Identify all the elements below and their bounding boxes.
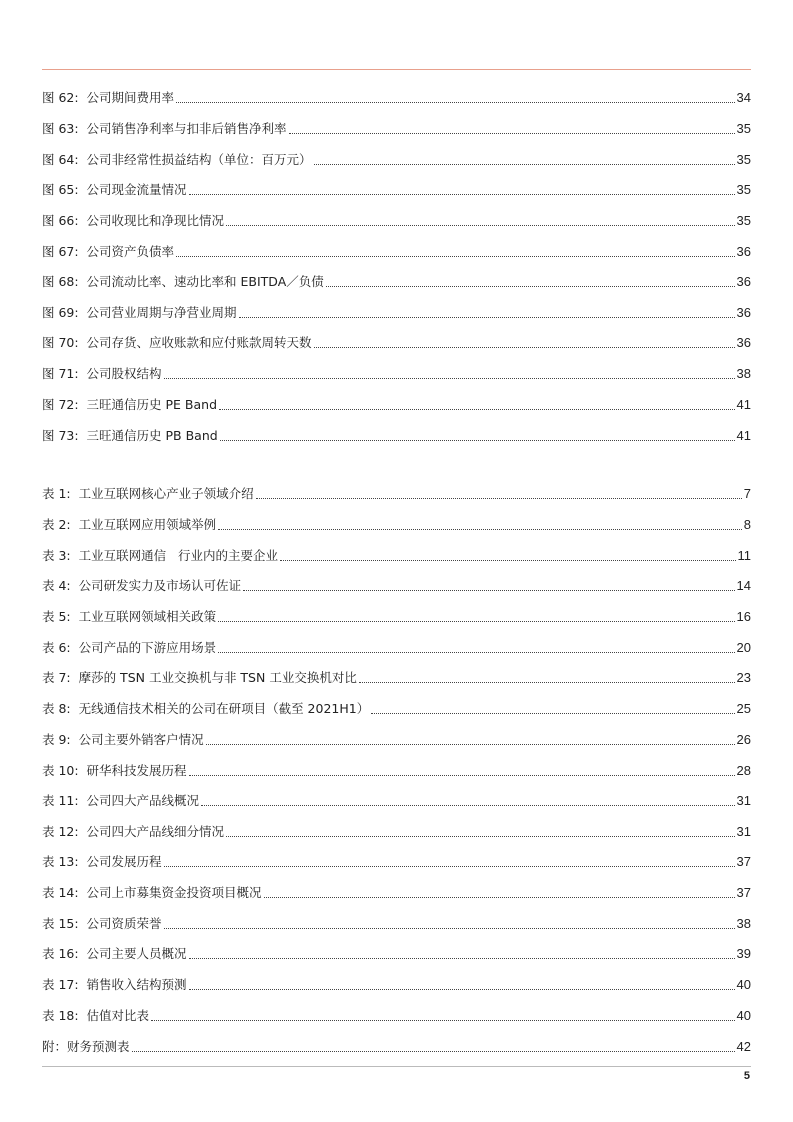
toc-entry-page: 41 — [736, 397, 751, 412]
dot-leader — [189, 989, 735, 990]
dot-leader — [189, 958, 735, 959]
toc-entry-table-18[interactable] — [42, 1004, 751, 1024]
dot-leader — [164, 866, 735, 867]
toc-entry-page: 35 — [736, 182, 751, 197]
toc-entry-label: 图 72: 三旺通信历史 PE Band — [42, 397, 218, 412]
toc-entry-table-14[interactable] — [42, 881, 751, 901]
toc-entry-label: 表 15: 公司资质荣誉 — [42, 916, 162, 931]
toc-entry-page: 34 — [736, 90, 751, 105]
toc-entry-figure-73[interactable] — [42, 424, 751, 444]
toc-entry-label: 图 65: 公司现金流量情况 — [42, 182, 187, 197]
dot-leader — [264, 897, 735, 898]
toc-entry-label: 图 64: 公司非经常性损益结构（单位：百万元） — [42, 152, 312, 167]
toc-entry-table-7[interactable] — [42, 666, 751, 686]
dot-leader — [189, 194, 735, 195]
dot-leader — [201, 805, 734, 806]
toc-entry-page: 42 — [736, 1039, 751, 1054]
page-number: 5 — [743, 1070, 750, 1082]
toc-entry-page: 37 — [736, 885, 751, 900]
dot-leader — [164, 378, 735, 379]
footer-rule — [42, 1066, 751, 1067]
dot-leader — [132, 1051, 735, 1052]
dot-leader — [280, 560, 735, 561]
dot-leader — [239, 317, 735, 318]
toc-entry-page: 25 — [736, 701, 751, 716]
toc-entry-table-3[interactable] — [42, 544, 751, 564]
dot-leader — [314, 347, 735, 348]
header-rule — [42, 69, 751, 70]
toc-entry-figure-64[interactable] — [42, 148, 751, 168]
dot-leader — [359, 682, 735, 683]
toc-entry-table-13[interactable] — [42, 850, 751, 870]
toc-entry-table-8[interactable] — [42, 697, 751, 717]
dot-leader — [226, 836, 734, 837]
dot-leader — [164, 928, 735, 929]
toc-entry-table-4[interactable] — [42, 574, 751, 594]
toc-entry-table-2[interactable] — [42, 513, 751, 533]
toc-entry-page: 14 — [736, 578, 751, 593]
toc-entry-label: 表 10: 研华科技发展历程 — [42, 763, 187, 778]
dot-leader — [206, 744, 735, 745]
toc-entry-page: 8 — [743, 517, 751, 532]
dot-leader — [151, 1020, 734, 1021]
toc-entry-label: 表 12: 公司四大产品线细分情况 — [42, 824, 225, 839]
toc-entry-label: 图 71: 公司股权结构 — [42, 366, 162, 381]
toc-entry-page: 26 — [736, 732, 751, 747]
dot-leader — [176, 256, 734, 257]
toc-entry-label: 表 14: 公司上市募集资金投资项目概况 — [42, 885, 262, 900]
toc-entry-label: 图 63: 公司销售净利率与扣非后销售净利率 — [42, 121, 287, 136]
toc-entry-label: 表 9: 公司主要外销客户情况 — [42, 732, 204, 747]
toc-entry-page: 11 — [737, 548, 751, 563]
toc-entry-page: 35 — [736, 213, 751, 228]
dot-leader — [218, 621, 734, 622]
toc-entry-label: 图 67: 公司资产负债率 — [42, 244, 175, 259]
toc-entry-page: 36 — [736, 305, 751, 320]
toc-entry-label: 表 5: 工业互联网领域相关政策 — [42, 609, 217, 624]
toc-entry-label: 表 3: 工业互联网通信 行业内的主要企业 — [42, 548, 279, 563]
toc-entry-label: 图 73: 三旺通信历史 PB Band — [42, 428, 218, 443]
toc-entry-page: 40 — [736, 1008, 751, 1023]
dot-leader — [326, 286, 735, 287]
toc-entry-table-15[interactable] — [42, 912, 751, 932]
dot-leader — [243, 590, 734, 591]
toc-entry-page: 38 — [736, 366, 751, 381]
dot-leader — [220, 440, 735, 441]
dot-leader — [289, 133, 735, 134]
toc-entry-label: 图 69: 公司营业周期与净营业周期 — [42, 305, 237, 320]
toc-entry-label: 表 11: 公司四大产品线概况 — [42, 793, 200, 808]
toc-entry-page: 39 — [736, 946, 751, 961]
toc-entry-label: 表 8: 无线通信技术相关的公司在研项目（截至 2021H1） — [42, 701, 370, 716]
toc-entry-page: 36 — [736, 244, 751, 259]
toc-entry-table-1[interactable] — [42, 482, 751, 502]
toc-entry-page: 38 — [736, 916, 751, 931]
toc-entry-label: 附：财务预测表 — [42, 1039, 130, 1054]
toc-entry-appendix[interactable] — [42, 1035, 751, 1055]
toc-entry-page: 35 — [736, 121, 751, 136]
toc-entry-page: 41 — [736, 428, 751, 443]
toc-entry-page: 31 — [736, 793, 751, 808]
toc-entry-label: 表 6: 公司产品的下游应用场景 — [42, 640, 217, 655]
toc-entry-label: 表 1: 工业互联网核心产业子领域介绍 — [42, 486, 254, 501]
toc-entry-figure-62[interactable] — [42, 86, 751, 106]
toc-entry-page: 36 — [736, 335, 751, 350]
dot-leader — [189, 775, 735, 776]
toc-entry-page: 20 — [736, 640, 751, 655]
toc-entry-figure-70[interactable] — [42, 331, 751, 351]
toc-entry-label: 表 16: 公司主要人员概况 — [42, 946, 187, 961]
toc-entry-page: 40 — [736, 977, 751, 992]
toc-entry-table-10[interactable] — [42, 759, 751, 779]
dot-leader — [218, 529, 742, 530]
toc-entry-page: 28 — [736, 763, 751, 778]
dot-leader — [219, 409, 735, 410]
toc-entry-figure-69[interactable] — [42, 301, 751, 321]
toc-entry-table-12[interactable] — [42, 820, 751, 840]
toc-entry-figure-66[interactable] — [42, 209, 751, 229]
toc-entry-page: 23 — [736, 670, 751, 685]
toc-entry-page: 7 — [743, 486, 751, 501]
toc-entry-figure-67[interactable] — [42, 240, 751, 260]
toc-entry-label: 图 68: 公司流动比率、速动比率和 EBITDA／负债 — [42, 274, 324, 289]
toc-entry-label: 表 13: 公司发展历程 — [42, 854, 162, 869]
toc-entry-label: 表 17: 销售收入结构预测 — [42, 977, 187, 992]
toc-entry-label: 表 4: 公司研发实力及市场认可佐证 — [42, 578, 242, 593]
toc-entry-page: 37 — [736, 854, 751, 869]
toc-entry-table-16[interactable] — [42, 942, 751, 962]
toc-entry-label: 表 18: 估值对比表 — [42, 1008, 150, 1023]
toc-entry-label: 图 70: 公司存货、应收账款和应付账款周转天数 — [42, 335, 312, 350]
dot-leader — [226, 225, 734, 226]
dot-leader — [371, 713, 734, 714]
toc-entry-figure-65[interactable] — [42, 178, 751, 198]
toc-entry-page: 16 — [736, 609, 751, 624]
toc-entry-figure-72[interactable] — [42, 393, 751, 413]
toc-entry-table-17[interactable] — [42, 973, 751, 993]
toc-entry-table-11[interactable] — [42, 789, 751, 809]
toc-entry-table-5[interactable] — [42, 605, 751, 625]
toc-entry-page: 31 — [736, 824, 751, 839]
toc-entry-figure-71[interactable] — [42, 362, 751, 382]
toc-entry-table-6[interactable] — [42, 636, 751, 656]
dot-leader — [314, 164, 735, 165]
toc-entry-page: 35 — [736, 152, 751, 167]
dot-leader — [176, 102, 734, 103]
dot-leader — [218, 652, 734, 653]
toc-entry-figure-68[interactable] — [42, 270, 751, 290]
toc-entry-figure-63[interactable] — [42, 117, 751, 137]
toc-entry-label: 表 2: 工业互联网应用领域举例 — [42, 517, 217, 532]
toc-entry-label: 图 66: 公司收现比和净现比情况 — [42, 213, 225, 228]
toc-entry-table-9[interactable] — [42, 728, 751, 748]
dot-leader — [256, 498, 742, 499]
toc-entry-label: 表 7: 摩莎的 TSN 工业交换机与非 TSN 工业交换机对比 — [42, 670, 357, 685]
toc-entry-label: 图 62: 公司期间费用率 — [42, 90, 175, 105]
toc-entry-page: 36 — [736, 274, 751, 289]
